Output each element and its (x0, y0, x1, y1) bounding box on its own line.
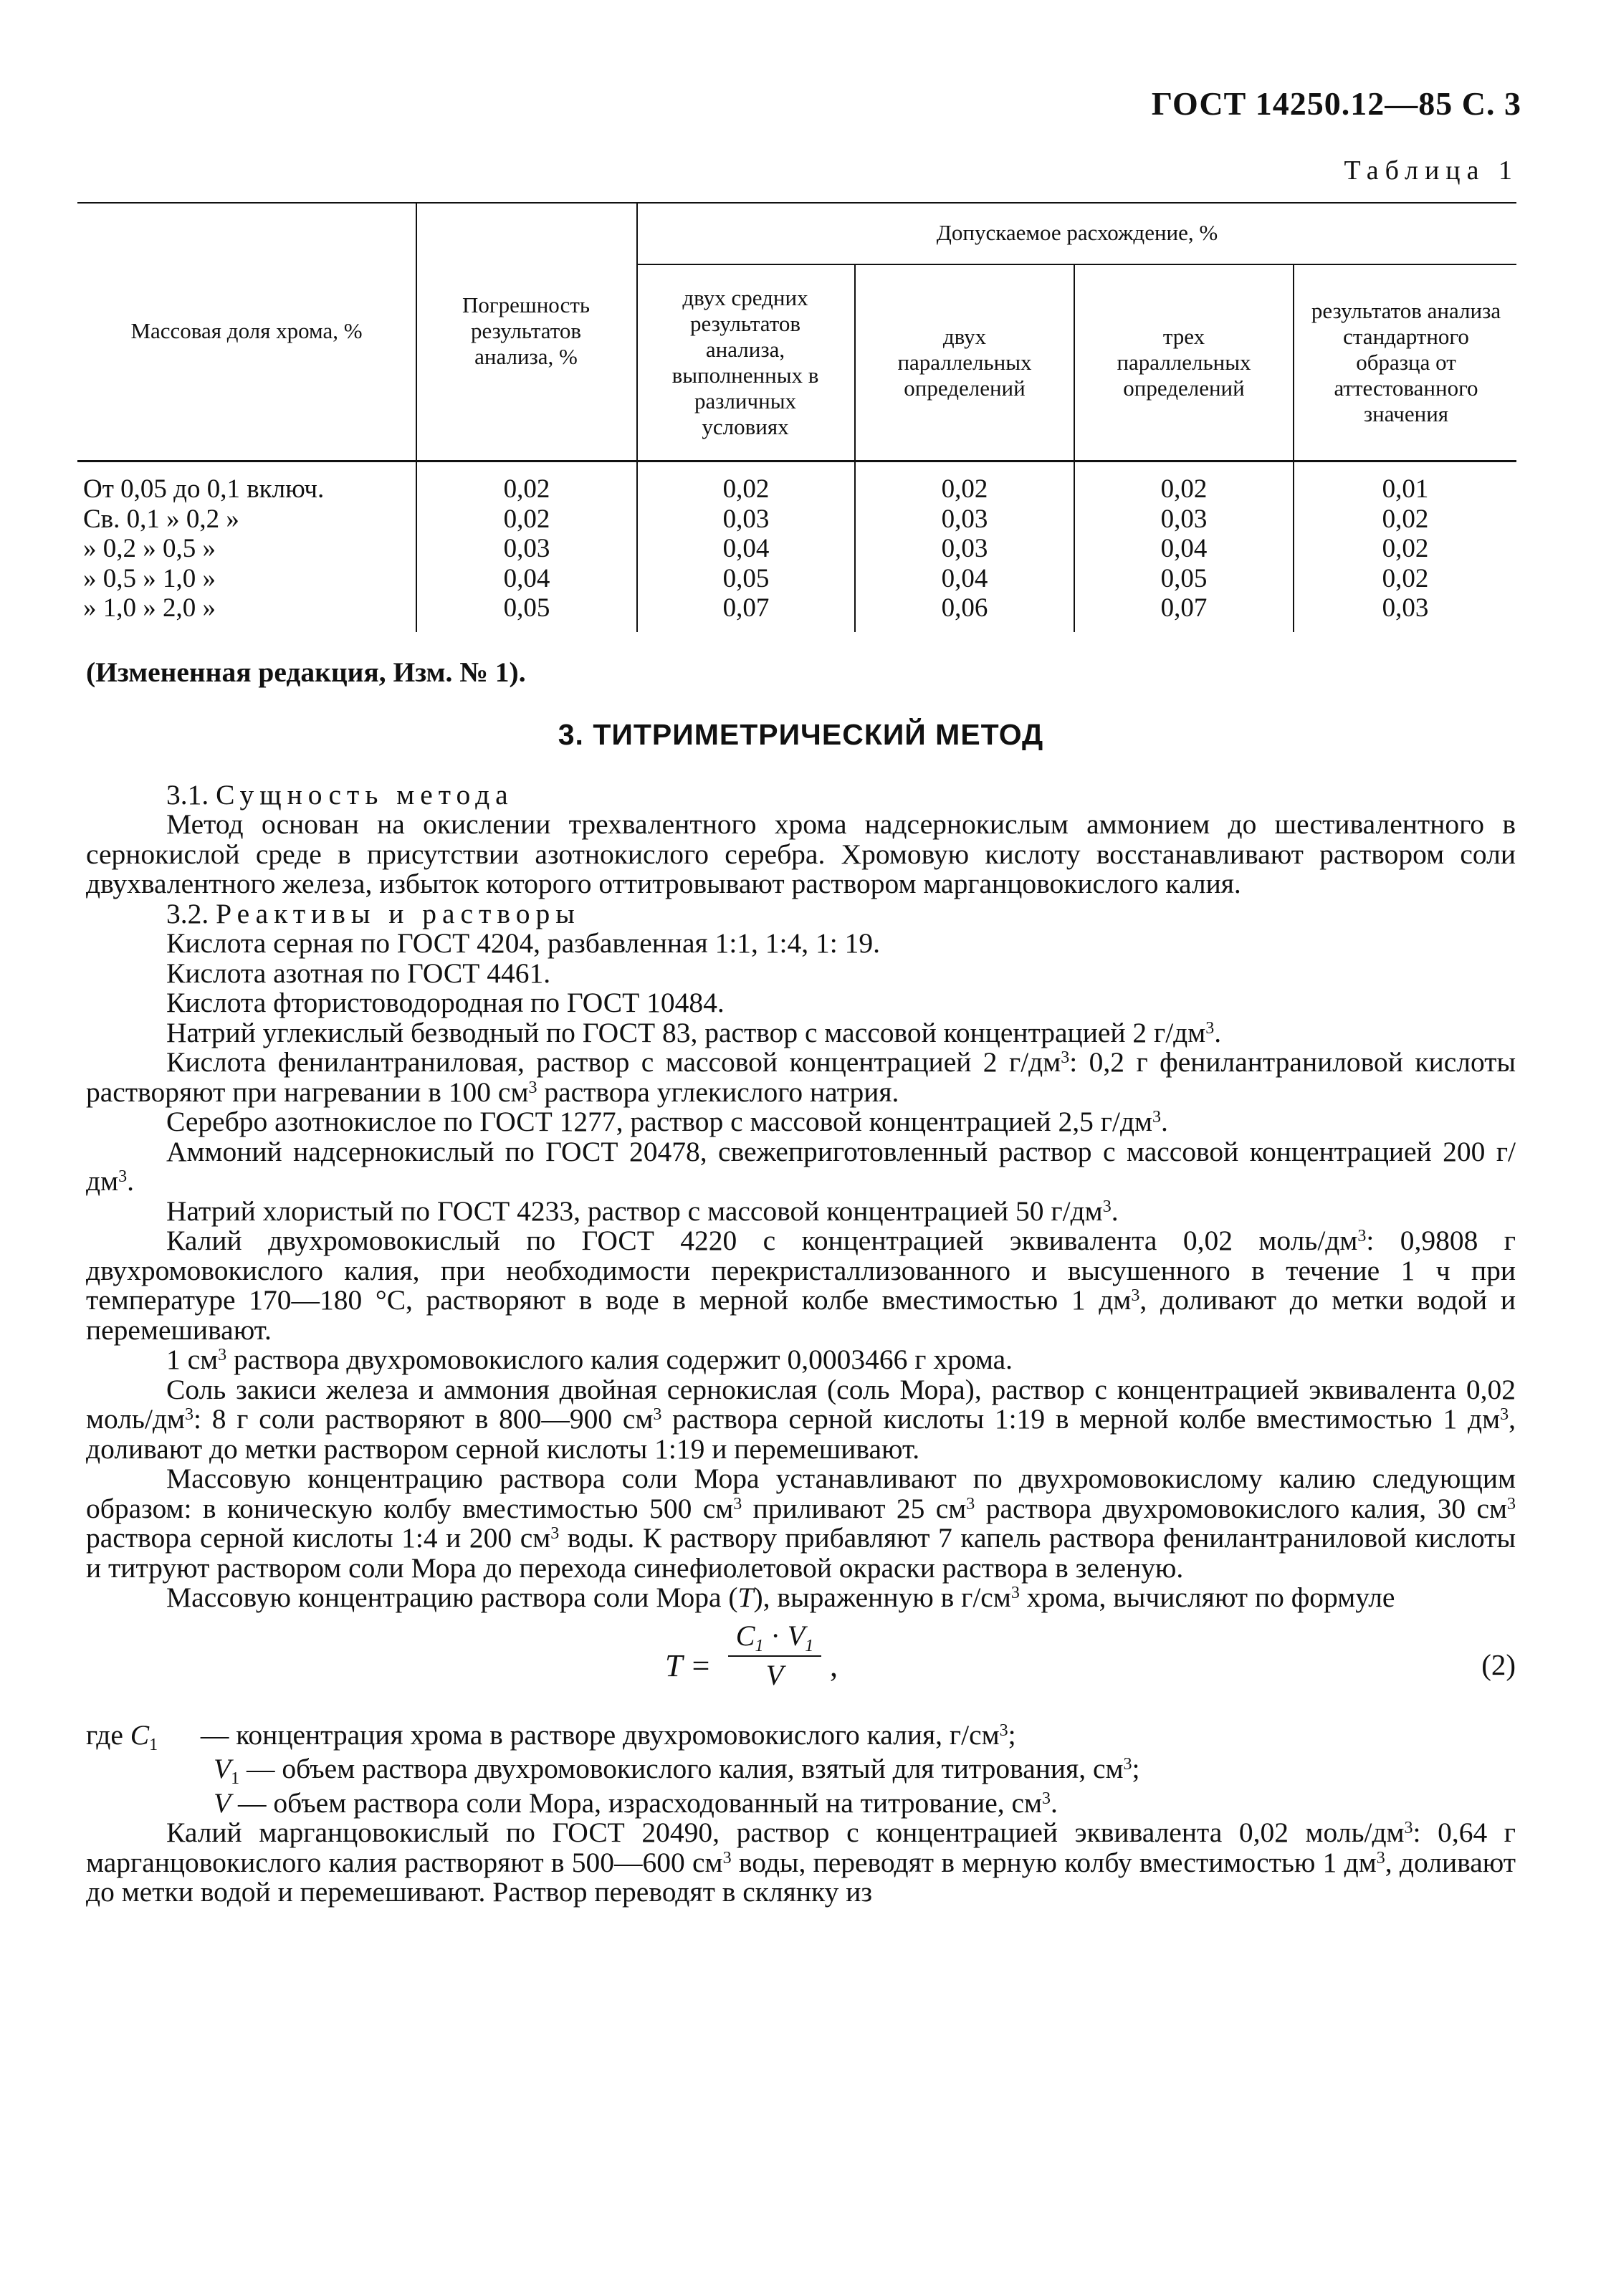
text-run: Натрий хлористый по ГОСТ 4233, раствор с массовой концентрацией 50 г/дм (166, 1195, 1103, 1227)
reagent-sulfuric-acid: Кислота серная по ГОСТ 4204, разбавленная 1:1, 1:4, 1: 19. (166, 927, 881, 959)
table-body (77, 474, 1516, 625)
reagent-ammonium-persulfate (86, 1137, 1516, 1197)
text-run: . (1161, 1106, 1168, 1137)
superscript: 3 (1131, 1286, 1140, 1305)
text-run: воды, переводят в мерную колбу вместимостью 1 дм (731, 1846, 1377, 1878)
header-reference-sample: результатов анализа стандартного образца от аттестованного значения (1311, 298, 1501, 426)
fraction-numerator (728, 1619, 821, 1657)
symbol-C: C (735, 1619, 755, 1652)
symbol-V: V (214, 1786, 231, 1819)
where-lead (86, 1718, 193, 1755)
header-three-parallel: трех параллельных определений (1117, 324, 1251, 401)
superscript: 3 (528, 1078, 537, 1097)
reagent-silver-nitrate (86, 1107, 1516, 1137)
cell-value: 0,03 (1382, 593, 1429, 623)
where-c1 (86, 1718, 1516, 1755)
text-run: Соль закиси железа и аммония двойная сернокислая (соль Мора), раствор с концентрацией эквивалента 0,02 моль/дм (86, 1373, 1516, 1435)
text-run: — концентрация хрома в растворе двухромовокислого калия, г/см (193, 1718, 1000, 1751)
superscript: 3 (1500, 1405, 1509, 1424)
page-header: ГОСТ 14250.12—85 С. 3 (1151, 85, 1521, 122)
cell-value: 0,05 (503, 593, 550, 623)
cell-value: 0,03 (503, 534, 550, 563)
superscript: 3 (1042, 1789, 1051, 1808)
cell-value: 0,02 (1160, 474, 1208, 504)
clause-title: Реактивы и растворы (216, 897, 580, 929)
text-run: . (1051, 1786, 1058, 1819)
superscript: 3 (1205, 1018, 1215, 1038)
section-title: 3. ТИТРИМЕТРИЧЕСКИЙ МЕТОД (558, 717, 1044, 751)
reagent-phenylanthranilic-acid (86, 1048, 1516, 1107)
text-run: : 0,2 г фенилантраниловой кислоты растворяют при нагревании в 100 см (86, 1046, 1516, 1108)
table-header-rule (77, 460, 1516, 462)
header-two-means: двух средних результатов анализа, выполненных в различных условиях (671, 285, 819, 439)
text-run: раствора серной кислоты 1:4 и 200 см (86, 1522, 551, 1554)
subscript: 1 (149, 1735, 158, 1754)
reagent-potassium-dichromate (86, 1226, 1516, 1345)
text-run: : 0,9808 г двухромовокислого калия, при необходимости перекристаллизованного и высушенного в течение 1 ч при температуре 170—180 °С, растворяют в воде в мерной колбе вместимостью 1 дм (86, 1225, 1516, 1316)
where-v1 (214, 1754, 1516, 1789)
text-run: Аммоний надсернокислый по ГОСТ 20478, свежеприготовленный раствор с массовой концентрацией 200 г/дм (86, 1135, 1516, 1197)
reagent-sodium-chloride (86, 1197, 1516, 1227)
text-run: . (1111, 1195, 1119, 1227)
cell-value: 0,02 (1382, 563, 1429, 593)
text-run: раствора углекислого натрия. (537, 1076, 899, 1108)
cell-value: 0,07 (722, 593, 770, 623)
cell-value: 0,03 (941, 534, 988, 563)
text-run: ; (1008, 1718, 1016, 1751)
superscript: 3 (1376, 1848, 1385, 1867)
row-range: » 0,5 » 1,0 » (83, 563, 216, 593)
symbol-V: V (787, 1619, 806, 1652)
text-run: . (1214, 1016, 1222, 1048)
superscript: 3 (1010, 1584, 1020, 1602)
text-run: : 0,64 г марганцовокислого калия растворяют в 500—600 см (86, 1817, 1516, 1878)
formula-intro (86, 1583, 1516, 1613)
cell-value: 0,02 (1382, 504, 1429, 534)
symbol-T: T (737, 1582, 754, 1613)
formula-lhs (665, 1647, 711, 1684)
text-run: ), выраженную в г/см (753, 1582, 1011, 1613)
text-run: хрома, вычисляют по формуле (1019, 1582, 1395, 1613)
text-run: раствора серной кислоты 1:19 в мерной колбе вместимостью 1 дм (661, 1403, 1501, 1435)
subscript: 1 (231, 1769, 240, 1788)
clause-3-1-heading (86, 780, 1516, 810)
row-range: » 0,2 » 0,5 » (83, 534, 216, 563)
symbol-C: C (130, 1718, 150, 1751)
header-error: Погрешность результатов анализа, % (462, 292, 591, 369)
text-run: приливают 25 см (742, 1492, 967, 1524)
superscript: 3 (1061, 1048, 1070, 1067)
tolerance-table (77, 202, 1516, 632)
text-run: где (86, 1718, 123, 1751)
text-run: — объем раствора двухромовокислого калия, взятый для титрования, см (239, 1753, 1124, 1784)
cell-value: 0,02 (722, 474, 770, 504)
superscript: 3 (185, 1405, 194, 1424)
text-run: — объем раствора соли Мора, израсходованный на титрование, см (231, 1786, 1043, 1819)
amendment-note: (Измененная редакция, Изм. № 1). (86, 656, 526, 688)
row-range: Св. 0,1 » 0,2 » (83, 504, 239, 534)
cell-value: 0,04 (722, 534, 770, 563)
formula-comma: , (830, 1647, 838, 1683)
clause-number: 3.1. (166, 778, 209, 810)
header-group: Допускаемое расхождение, % (936, 220, 1218, 245)
superscript: 3 (653, 1405, 662, 1424)
superscript: 3 (1404, 1819, 1413, 1837)
text-run: Калий марганцовокислый по ГОСТ 20490, раствор с концентрацией эквивалента 0,02 моль/дм (166, 1817, 1405, 1848)
multiply-dot: · (770, 1619, 780, 1652)
reagent-sodium-carbonate (86, 1018, 1516, 1048)
text-run: Натрий углекислый безводный по ГОСТ 83, раствор с массовой концентрацией 2 г/дм (166, 1016, 1206, 1048)
text-run: : 8 г соли растворяют в 800—900 см (193, 1403, 654, 1435)
superscript: 3 (1123, 1755, 1132, 1774)
formula-fraction (728, 1619, 821, 1692)
header-two-parallel: двух параллельных определений (897, 324, 1032, 401)
equals-sign: = (689, 1647, 712, 1683)
text-run: ; (1132, 1753, 1140, 1784)
text-run: 1 см (166, 1344, 219, 1375)
superscript: 3 (966, 1494, 975, 1513)
formula-number: (2) (1481, 1647, 1516, 1681)
superscript: 3 (218, 1346, 227, 1364)
superscript: 3 (999, 1721, 1008, 1740)
text-run: раствора двухромовокислого калия, 30 см (975, 1492, 1507, 1524)
formula-2 (86, 1613, 1516, 1721)
cell-value: 0,01 (1382, 474, 1429, 504)
text-run: , доливают до метки водой и перемешивают. (86, 1284, 1516, 1346)
text-run: Калий двухромовокислый по ГОСТ 4220 с концентрацией эквивалента 0,02 моль/дм (166, 1225, 1358, 1256)
cell-value: 0,03 (941, 504, 988, 534)
clause-3-1-text: Метод основан на окислении трехвалентного хрома надсернокислым аммонием до шестивалентного в сернокислой среде в присутствии азотнокислого серебра. Хромовую кислоту восстанавливают раствором соли двухвалентного железа, избыток которого оттитровывают раствором марганцовокислого калия. (86, 808, 1516, 899)
cell-value: 0,03 (1160, 504, 1208, 534)
cell-value: 0,02 (1382, 534, 1429, 563)
superscript: 3 (1357, 1227, 1367, 1245)
text-run: Массовую концентрацию раствора соли Мора ( (166, 1582, 738, 1613)
text-run: воды. К раствору прибавляют 7 капель раствора фенилантраниловой кислоты и титруют раствором соли Мора до перехода синефиолетовой окраски раствора в зеленую. (86, 1522, 1516, 1584)
superscript: 3 (1102, 1197, 1112, 1216)
text-run: . (127, 1165, 134, 1197)
clause-title: Сущность метода (216, 778, 514, 810)
subscript: 1 (805, 1636, 814, 1655)
table-caption: Таблица 1 (1344, 156, 1519, 186)
header-mass-fraction: Массовая доля хрома, % (130, 318, 363, 343)
row-range: » 1,0 » 2,0 » (83, 593, 216, 623)
text-run: раствора двухромовокислого калия содержит 0,0003466 г хрома. (226, 1344, 1013, 1375)
clause-3-2-heading (86, 899, 1516, 929)
mohr-salt-standardization (86, 1464, 1516, 1583)
dichromate-chromium-content (86, 1345, 1516, 1375)
cell-value: 0,02 (941, 474, 988, 504)
cell-value: 0,02 (503, 504, 550, 534)
text-run: Серебро азотнокислое по ГОСТ 1277, раствор с массовой концентрацией 2,5 г/дм (166, 1106, 1153, 1137)
reagent-hydrofluoric-acid: Кислота фтористоводородная по ГОСТ 10484. (166, 987, 725, 1018)
cell-value: 0,05 (1160, 563, 1208, 593)
superscript: 3 (550, 1524, 560, 1543)
where-v (214, 1786, 1516, 1819)
superscript: 3 (722, 1848, 732, 1867)
superscript: 3 (118, 1167, 128, 1186)
fraction-denominator: V (765, 1658, 784, 1691)
superscript: 3 (1152, 1108, 1162, 1127)
text-run: Кислота фенилантраниловая, раствор с массовой концентрацией 2 г/дм (166, 1046, 1061, 1078)
text-run: , доливают до метки раствором серной кислоты 1:19 и перемешивают. (86, 1403, 1516, 1465)
text-run: , доливают до метки водой и перемешивают. Раствор переводят в склянку из (86, 1846, 1516, 1908)
symbol-V: V (214, 1753, 231, 1784)
symbol-T: T (665, 1647, 682, 1683)
text-run: Массовую концентрацию раствора соли Мора устанавливают по двухромовокислому калию следующим образом: в коническую колбу вместимостью 500 см (86, 1463, 1516, 1524)
cell-value: 0,04 (941, 563, 988, 593)
row-range: От 0,05 до 0,1 включ. (83, 474, 325, 504)
superscript: 3 (1507, 1494, 1516, 1513)
cell-value: 0,04 (503, 563, 550, 593)
superscript: 3 (733, 1494, 742, 1513)
cell-value: 0,03 (722, 504, 770, 534)
cell-value: 0,05 (722, 563, 770, 593)
subscript: 1 (755, 1636, 764, 1655)
cell-value: 0,02 (503, 474, 550, 504)
cell-value: 0,04 (1160, 534, 1208, 563)
cell-value: 0,07 (1160, 593, 1208, 623)
document-body (86, 658, 1516, 1908)
reagent-potassium-permanganate (86, 1818, 1516, 1908)
reagent-nitric-acid: Кислота азотная по ГОСТ 4461. (166, 957, 551, 989)
clause-number: 3.2. (166, 897, 209, 929)
reagent-mohr-salt (86, 1375, 1516, 1465)
cell-value: 0,06 (941, 593, 988, 623)
